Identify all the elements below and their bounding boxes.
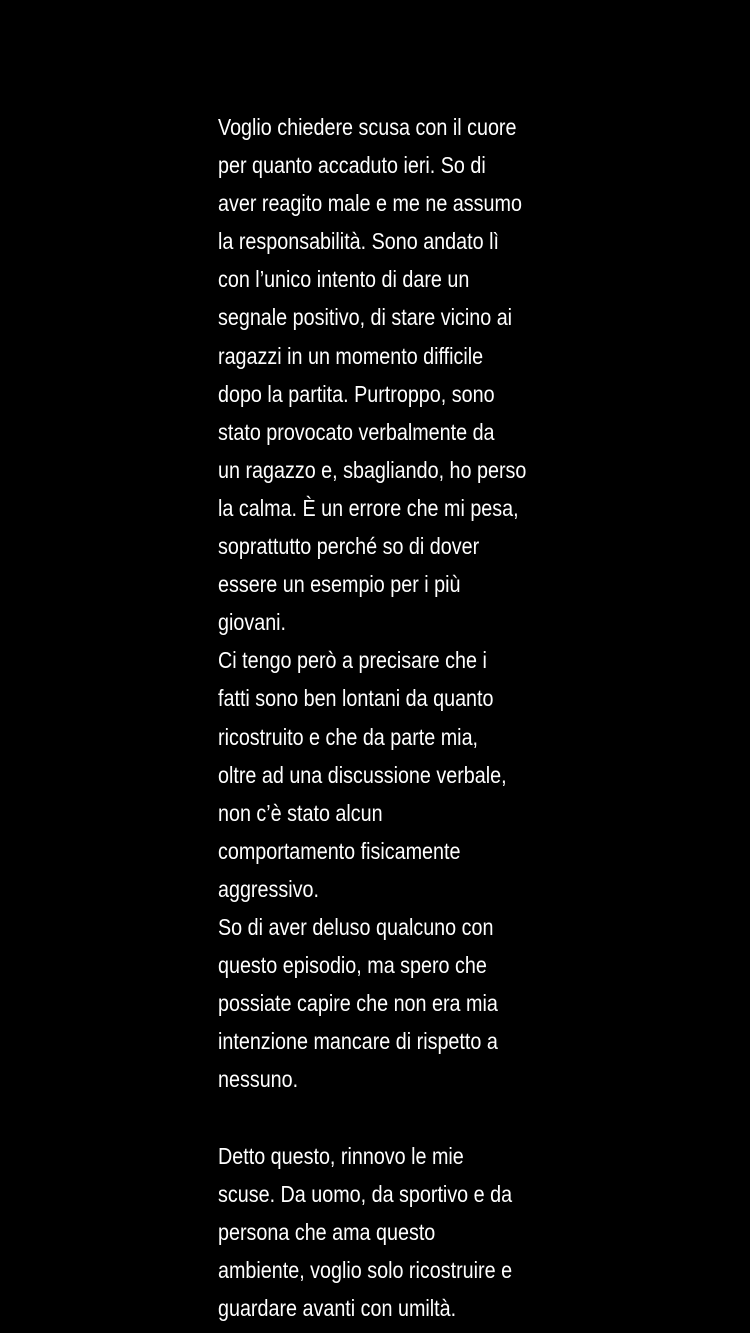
- story-text-line: fatti sono ben lontani da quanto: [218, 685, 494, 712]
- story-text-line: guardare avanti con umiltà.: [218, 1294, 457, 1321]
- story-text-line: Detto questo, rinnovo le mie: [218, 1142, 464, 1169]
- story-text-line: soprattutto perché so di dover: [218, 533, 480, 560]
- story-text-line: ricostruito e che da parte mia,: [218, 723, 479, 750]
- story-text-line: possiate capire che non era mia: [218, 990, 498, 1017]
- story-text-line: un ragazzo e, sbagliando, ho perso: [218, 456, 527, 483]
- story-text-line: ragazzi in un momento difficile: [218, 342, 484, 369]
- story-text: [218, 108, 750, 1327]
- story-text-line: aggressivo.: [218, 875, 319, 902]
- story-text-line: oltre ad una discussione verbale,: [218, 761, 507, 788]
- story-text-line: questo episodio, ma spero che: [218, 952, 487, 979]
- story-text-line: Voglio chiedere scusa con il cuore: [218, 114, 517, 140]
- story-text-line: ambiente, voglio solo ricostruire e: [218, 1256, 513, 1283]
- story-text-line: per quanto accaduto ieri. So di: [218, 152, 486, 179]
- story-text-line: la calma. È un errore che mi pesa,: [218, 494, 519, 521]
- story-text-line: comportamento fisicamente: [218, 837, 461, 864]
- story-text-line: dopo la partita. Purtroppo, sono: [218, 380, 495, 407]
- story-text-line: aver reagito male e me ne assumo: [218, 190, 522, 217]
- story-text-line: nessuno.: [218, 1066, 299, 1093]
- story-text-line: con l’unico intento di dare un: [218, 266, 470, 293]
- story-text-line: intenzione mancare di rispetto a: [218, 1028, 498, 1055]
- story-text-line: scuse. Da uomo, da sportivo e da: [218, 1180, 513, 1207]
- story-text-line: giovani.: [218, 609, 287, 636]
- story-text-line: So di aver deluso qualcuno con: [218, 913, 494, 940]
- story-text-line: essere un esempio per i più: [218, 571, 461, 598]
- story-text-line: persona che ama questo: [218, 1218, 436, 1245]
- story-text-line: stato provocato verbalmente da: [218, 418, 495, 445]
- story-text-line: Ci tengo però a precisare che i: [218, 647, 487, 674]
- story-text-line: segnale positivo, di stare vicino ai: [218, 304, 513, 331]
- story-text-line: la responsabilità. Sono andato lì: [218, 228, 499, 255]
- story-text-line: non c’è stato alcun: [218, 799, 383, 826]
- story-text-line: [218, 1098, 688, 1136]
